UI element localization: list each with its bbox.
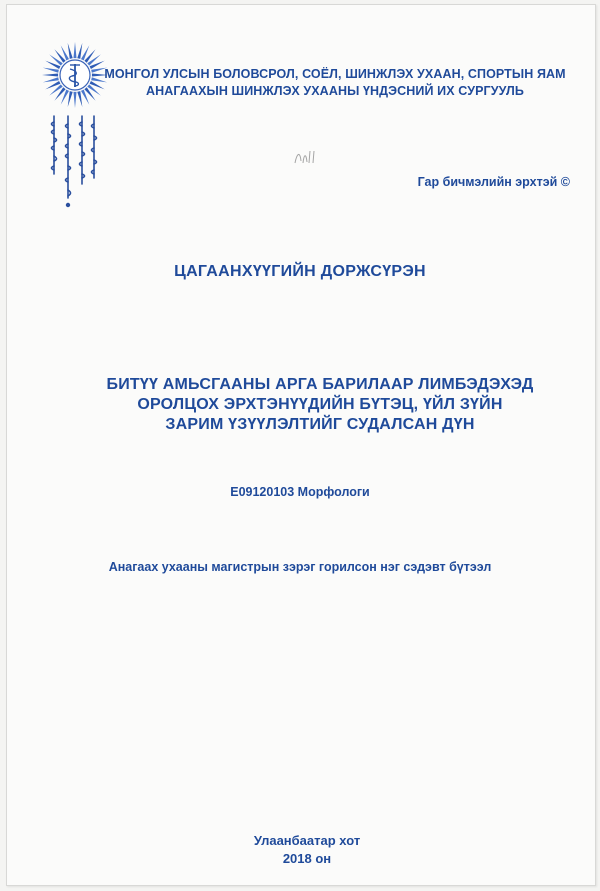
city: Улаанбаатар хот bbox=[253, 833, 361, 848]
thesis-title-line-2: ОРОЛЦОХ ЭРХТЭНҮҮДИЙН БҮТЭЦ, ҮЙЛ ЗҮЙН bbox=[137, 396, 503, 413]
specialty-code: E09120103 Морфологи bbox=[230, 485, 370, 499]
mongolian-script-emblem bbox=[42, 112, 102, 212]
manuscript-rights-note: Гар бичмэлийн эрхтэй © bbox=[417, 175, 570, 189]
author-name: ЦАГААНХҮҮГИЙН ДОРЖСҮРЭН bbox=[174, 263, 426, 280]
year: 2018 он bbox=[282, 851, 332, 866]
pencil-mark bbox=[292, 145, 322, 169]
degree-statement: Анагаах ухааны магистрын зэрэг горилсон нэг сэдэвт бүтээл bbox=[108, 560, 492, 574]
thesis-title-line-3: ЗАРИМ ҮЗҮҮЛЭЛТИЙГ СУДАЛСАН ДҮН bbox=[165, 416, 475, 433]
thesis-title-line-1: БИТҮҮ АМЬСГААНЫ АРГА БАРИЛААР ЛИМБЭДЭХЭД bbox=[106, 376, 534, 393]
ministry-name: МОНГОЛ УЛСЫН БОЛОВСРОЛ, СОЁЛ, ШИНЖЛЭХ УХААН, СПОРТЫН ЯАМ bbox=[104, 67, 566, 81]
university-name: АНАГААХЫН ШИНЖЛЭХ УХААНЫ ҮНДЭСНИЙ ИХ СУРГУУЛЬ bbox=[146, 84, 524, 98]
